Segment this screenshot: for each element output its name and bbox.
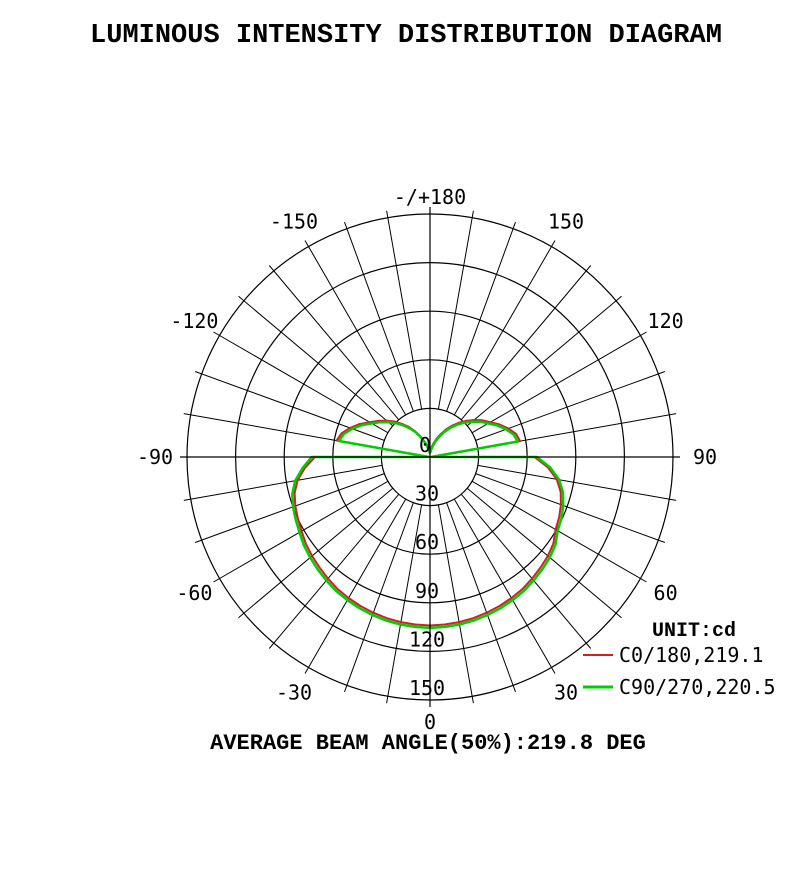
polar-spoke — [387, 211, 422, 409]
polar-spoke — [476, 474, 665, 543]
polar-spoke — [447, 503, 516, 692]
angle-label-90: 90 — [692, 445, 718, 469]
radial-label-60: 60 — [414, 530, 440, 555]
legend-unit-label: UNIT:cd — [652, 620, 737, 643]
radial-center-label: 0 — [418, 433, 432, 457]
angle-label-60: 60 — [653, 581, 678, 605]
angle-label--150: -150 — [269, 209, 319, 234]
angle-label--120: -120 — [170, 309, 219, 333]
radial-label-150: 150 — [408, 676, 446, 700]
polar-spoke — [476, 372, 665, 441]
polar-spoke — [447, 222, 516, 411]
radial-label-90: 90 — [414, 578, 440, 603]
polar-spoke — [345, 503, 414, 692]
legend-label-c0-180: C0/180,219.1 — [619, 643, 764, 667]
polar-spoke — [478, 465, 676, 500]
angle-label--90: -90 — [136, 445, 174, 469]
polar-spoke — [461, 494, 591, 648]
radial-label-30: 30 — [414, 481, 440, 506]
average-beam-angle-caption: AVERAGE BEAM ANGLE(50%):219.8 DEG — [210, 731, 646, 756]
polar-spoke — [345, 222, 414, 411]
page-title: LUMINOUS INTENSITY DISTRIBUTION DIAGRAM — [90, 21, 722, 51]
polar-spoke — [184, 465, 382, 500]
polar-spoke — [438, 211, 473, 409]
polar-spoke — [467, 488, 621, 618]
angle-label-30: 30 — [553, 680, 579, 705]
polar-spoke — [195, 372, 384, 441]
polar-spoke — [467, 296, 621, 426]
polar-spoke — [239, 296, 393, 426]
polar-spoke — [438, 505, 473, 703]
polar-spoke — [269, 266, 399, 420]
radial-label-120: 120 — [408, 627, 446, 652]
angle-label--30: -30 — [275, 680, 313, 705]
angle-label--60: -60 — [176, 581, 213, 605]
angle-label-120: 120 — [647, 309, 684, 333]
angle-label-150: 150 — [547, 209, 585, 234]
angle-label-180: -/+180 — [393, 185, 467, 209]
angle-label-0: 0 — [423, 710, 437, 734]
polar-spoke — [461, 266, 591, 420]
legend-label-c90-270: C90/270,220.5 — [619, 675, 776, 699]
polar-spoke — [195, 474, 384, 543]
polar-spoke — [269, 494, 399, 648]
polar-spoke — [239, 488, 393, 618]
